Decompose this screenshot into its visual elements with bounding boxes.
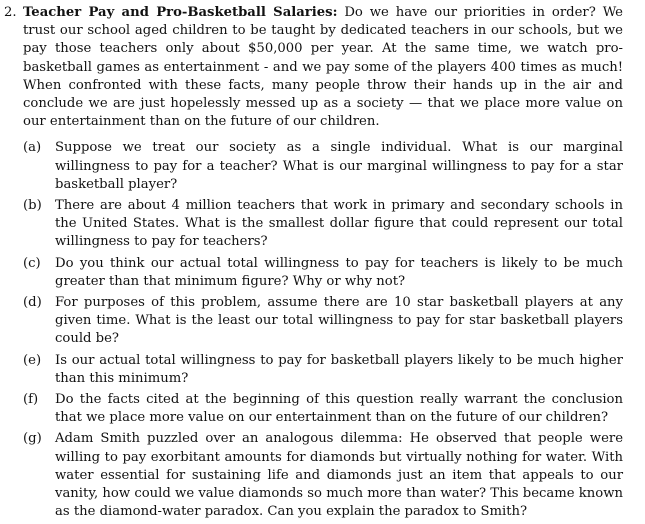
problem-number: 2. (4, 5, 17, 20)
problem-title: Teacher Pay and Pro-Basketball Salaries: (23, 5, 338, 20)
part-text: Do you think our actual total willingness to pay for teachers is likely to be much greater than that minimum figure? Why or why not? (55, 255, 623, 289)
part-label: (a) (23, 140, 42, 156)
part-text: Suppose we treat our society as a single individual. What is our marginal willingness to pay for a teacher? What is our marginal willingness to pay for a star basketball player? (55, 140, 623, 192)
part-d (23, 294, 623, 349)
part-b (23, 197, 623, 252)
part-g (23, 430, 623, 521)
part-label: (d) (23, 295, 42, 311)
part-text: Is our actual total willingness to pay for basketball players likely to be much higher than this minimum? (55, 352, 623, 386)
problem-parts-list (23, 139, 623, 521)
part-label: (f) (23, 392, 39, 408)
part-text: There are about 4 million teachers that work in primary and secondary schools in the United States. What is the smallest dollar figure that could represent our total willingness to pay for teachers? (55, 198, 623, 250)
part-f (23, 391, 623, 427)
part-e (23, 352, 623, 388)
part-label: (c) (23, 255, 41, 271)
part-a (23, 139, 623, 194)
problem-intro: Do we have our priorities in order? We trust our school aged children to be taught by dedicated teachers in our schools, but we pay those teachers only about $50,000 per year. At the same time, we watch pro-basketball games as entertainment - and we pay some of the players 400 times as much! When confronted with these facts, many people throw their hands up in the air and conclude we are just hopelessly messed up as a society — that we place more value on our entertainment than on the future of our children. (23, 5, 623, 130)
part-c (23, 255, 623, 291)
part-text: Adam Smith puzzled over an analogous dilemma: He observed that people were willing to pay exorbitant amounts for diamonds but virtually nothing for water. With water essential for sustaining life and diamonds just an item that appeals to our vanity, how could we value diamonds so much more than water? This became known as the diamond-water paradox. Can you explain the paradox to Smith? (55, 431, 623, 520)
part-label: (e) (23, 352, 42, 368)
part-text: For purposes of this problem, assume there are 10 star basketball players at any given time. What is the least our total willingness to pay for star basketball players could be? (55, 295, 623, 347)
part-label: (g) (23, 431, 42, 447)
part-label: (b) (23, 198, 42, 214)
part-text: Do the facts cited at the beginning of this question really warrant the conclusion that we place more value on our entertainment than on the future of our children? (55, 392, 623, 426)
problem-2 (4, 4, 623, 524)
problem-body (23, 4, 623, 524)
